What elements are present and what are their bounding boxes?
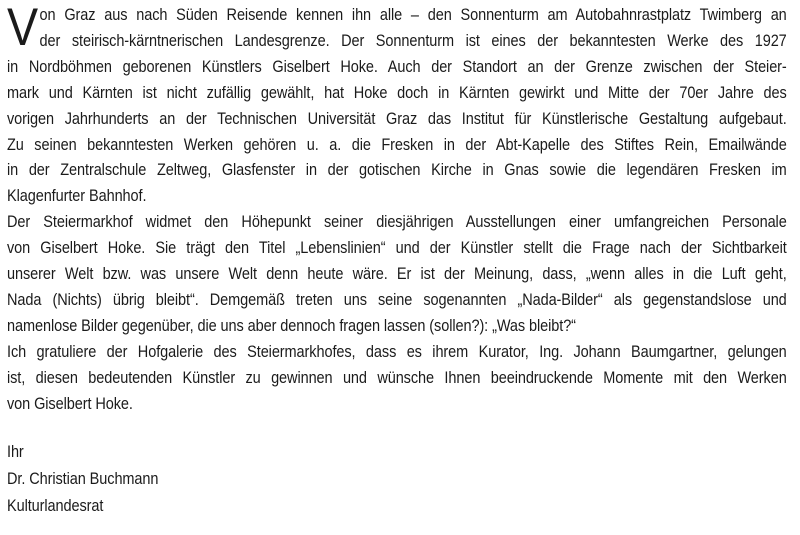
- text-line: Klagenfurter Bahnhof.: [7, 187, 147, 206]
- text-line: von Giselbert Hoke.: [7, 394, 133, 413]
- text-line: on Graz aus nach Süden Reisende kennen ihn alle – den Sonnenturm am Autobahnrastplatz Twimberg an: [39, 6, 787, 24]
- document-body: [7, 0, 787, 520]
- text-line: namenlose Bilder gegenüber, die uns aber dennoch fragen lassen (sollen?): „Was bleibt?“: [7, 316, 576, 335]
- text-line: vorigen Jahrhunderts an der Technischen Universität Graz das Institut für Künstlerische Gestaltung aufgebaut.: [7, 109, 787, 128]
- signature-line: Dr. Christian Buchmann: [7, 469, 159, 488]
- paragraph: [7, 340, 787, 418]
- signature-line: Ihr: [7, 442, 24, 461]
- text-line: der steirisch-kärntnerischen Landesgrenze. Der Sonnenturm ist eines der bekanntesten Werke des 1927: [39, 31, 787, 50]
- text-line: in der Zentralschule Zeltweg, Glasfenster in der gotischen Kirche in Gnas sowie die legendären Fresken im: [7, 161, 787, 180]
- paragraph: [7, 0, 787, 210]
- text-line: von Giselbert Hoke. Sie trägt den Titel „Lebenslinien“ und der Künstler stellt die Frage nach der Sichtbarkeit: [7, 239, 787, 258]
- signature-line: Kulturlandesrat: [7, 496, 104, 515]
- text-line: unserer Welt bzw. was unsere Welt denn heute wäre. Er ist der Meinung, dass, „wenn alles in die Luft geht,: [7, 265, 787, 284]
- paragraph: [7, 210, 787, 340]
- text-line: Zu seinen bekanntesten Werken gehören u. a. die Fresken in der Abt-Kapelle des Stiftes Rein, Emailwände: [7, 135, 787, 154]
- text-line: Der Steiermarkhof widmet den Höhepunkt seiner diesjährigen Ausstellungen einer umfangreichen Personale: [7, 213, 787, 232]
- text-line: ist, diesen bedeutenden Künstler zu gewinnen und wünsche Ihnen beeindruckende Momente mit den Werken: [7, 368, 787, 387]
- text-line: mark und Kärnten ist nicht zufällig gewählt, hat Hoke doch in Kärnten gewirkt und Mitte der 70er Jahre des: [7, 83, 787, 102]
- text-line: Ich gratuliere der Hofgalerie des Steiermarkhofes, dass es ihrem Kurator, Ing. Johann Baumgartner, gelungen: [7, 342, 787, 361]
- text-line: Nada (Nichts) übrig bleibt“. Demgemäß treten uns seine sogenannten „Nada-Bilder“ als gegenstandslose und: [7, 290, 787, 309]
- drop-cap-letter: V: [7, 0, 39, 57]
- signature-block: [7, 439, 787, 520]
- text-line: in Nordböhmen geborenen Künstlers Giselbert Hoke. Auch der Standort an der Grenze zwischen der Steier-: [7, 57, 787, 76]
